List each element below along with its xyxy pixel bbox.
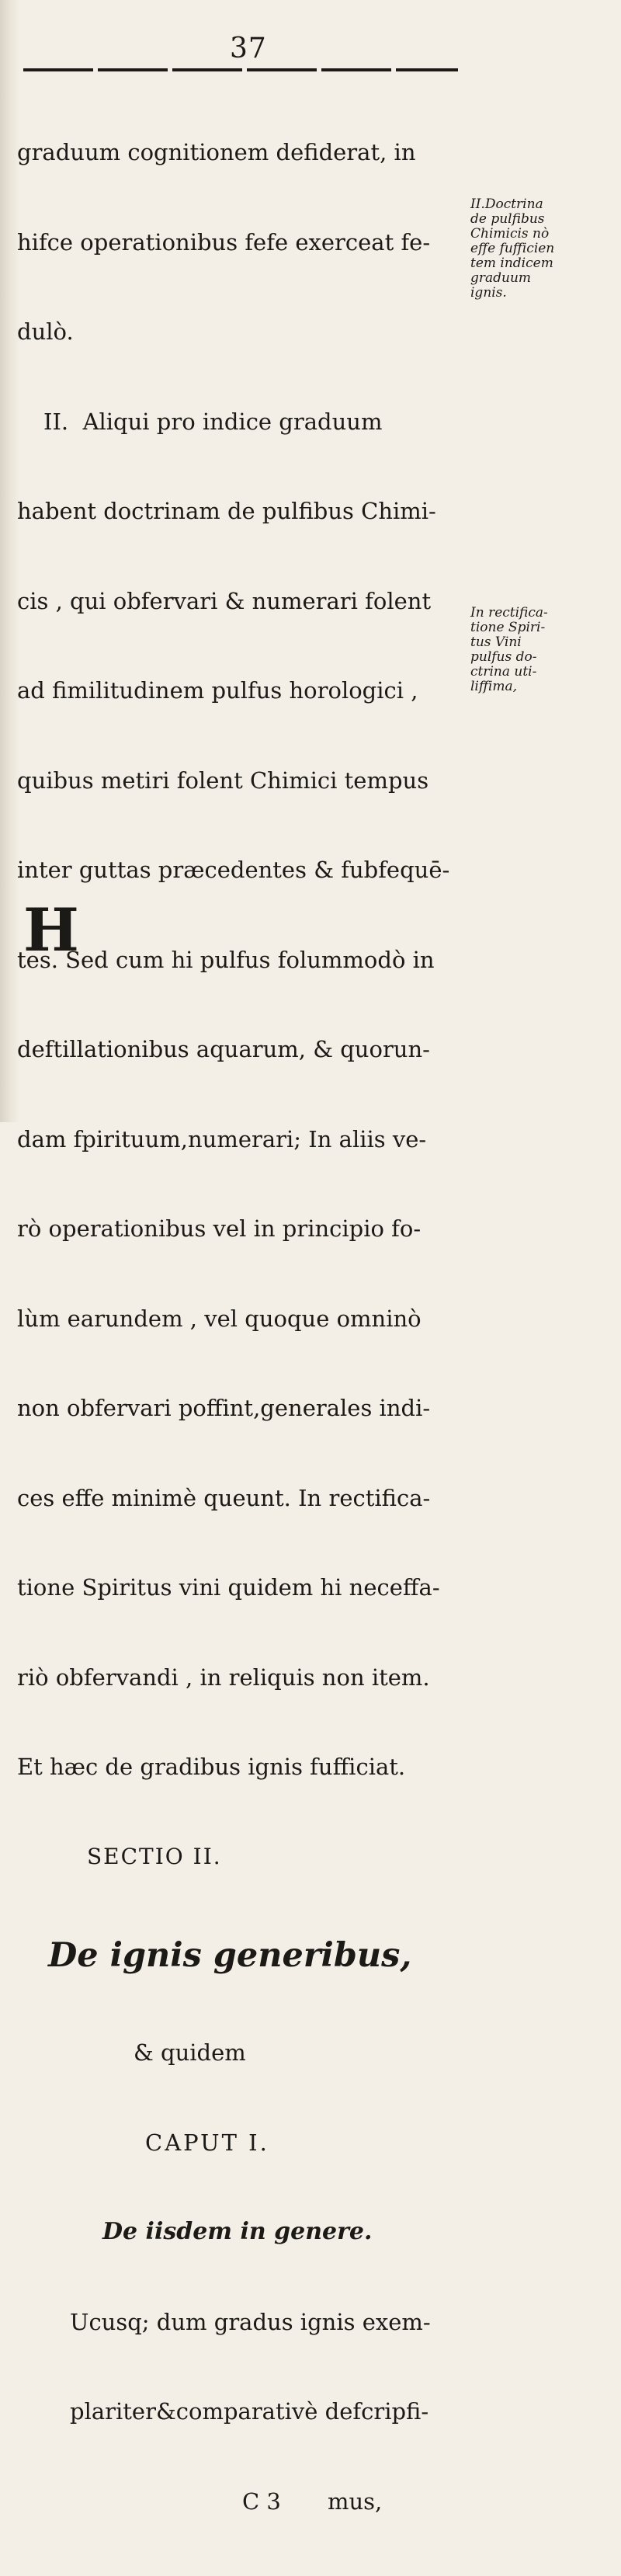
margin-note-doctrina: [470, 197, 554, 301]
text-line: II. Aliqui pro indice graduum: [43, 408, 383, 435]
text-line: Ucusq; dum gradus ignis exem-: [70, 2308, 431, 2335]
margin-line: graduum: [470, 270, 532, 286]
text-line: inter guttas præcedentes & fubfequē-: [17, 857, 450, 883]
text-line: ad fimilitudinem pulfus horologici ,: [17, 677, 418, 704]
margin-line: ignis.: [470, 285, 507, 301]
text-line: hifce operationibus fefe exerceat fe-: [17, 228, 431, 256]
margin-line: Chimicis nò: [470, 226, 550, 242]
section-title: De ignis generibus,: [48, 1936, 412, 1975]
text-line: lùm earundem , vel quoque omninò: [17, 1305, 422, 1332]
text-line: dam fpirituum,numerari; In aliis ve-: [17, 1125, 427, 1152]
header-rule: [23, 68, 458, 71]
chapter-title: De iisdem in genere.: [102, 2218, 373, 2245]
text-line: deftillationibus aquarum, & quorun-: [17, 1036, 430, 1062]
text-line: tes. Sed cum hi pulfus folummodò in: [17, 946, 435, 973]
text-line: tione Spiritus vini quidem hi neceffa-: [17, 1574, 440, 1601]
signature-mark: C 3: [242, 2487, 281, 2515]
subtitle-line: & quidem: [134, 2039, 246, 2066]
text-line: non obfervari poffint,generales indi-: [17, 1395, 431, 1421]
margin-line: tem indicem: [470, 256, 553, 271]
text-line: plariter&comparativè defcripfi-: [70, 2398, 429, 2425]
margin-line: tione Spiri-: [470, 620, 546, 635]
margin-line: effe fufficien: [470, 241, 555, 256]
signature-line: [17, 2487, 467, 2517]
text-line: graduum cognitionem defiderat, in: [17, 139, 416, 165]
margin-line: de pulfibus: [470, 211, 545, 227]
text-line: Et hæc de gradibus ignis fufficiat.: [17, 1754, 406, 1780]
main-text: [17, 78, 467, 2576]
margin-line: pulfus do-: [470, 649, 537, 665]
drop-cap: H: [23, 895, 79, 965]
margin-line: II.Doctrina: [470, 196, 543, 212]
text-line: cis , qui obfervari & numerari folent: [17, 587, 432, 614]
text-line: quibus metiri folent Chimici tempus: [17, 767, 429, 794]
text-line: habent doctrinam de pulfibus Chimi-: [17, 498, 436, 524]
margin-line: liffima,: [470, 679, 518, 694]
margin-line: tus Vini: [470, 634, 522, 650]
text-line: riò obfervandi , in reliquis non item.: [17, 1663, 430, 1691]
margin-note-rectificatione: [470, 606, 548, 694]
text-line: rò operationibus vel in principio fo-: [17, 1215, 422, 1242]
text-line: ces effe minimè queunt. In rectifica-: [17, 1484, 431, 1511]
chapter-heading: CAPUT I.: [145, 2129, 269, 2156]
section-heading: SECTIO II.: [87, 1843, 222, 1869]
catchword: mus,: [328, 2487, 383, 2515]
margin-line: In rectifica-: [470, 605, 548, 621]
margin-line: ctrina uti-: [470, 664, 537, 680]
page-number: 37: [230, 33, 267, 64]
text-line: dulò.: [17, 318, 74, 345]
